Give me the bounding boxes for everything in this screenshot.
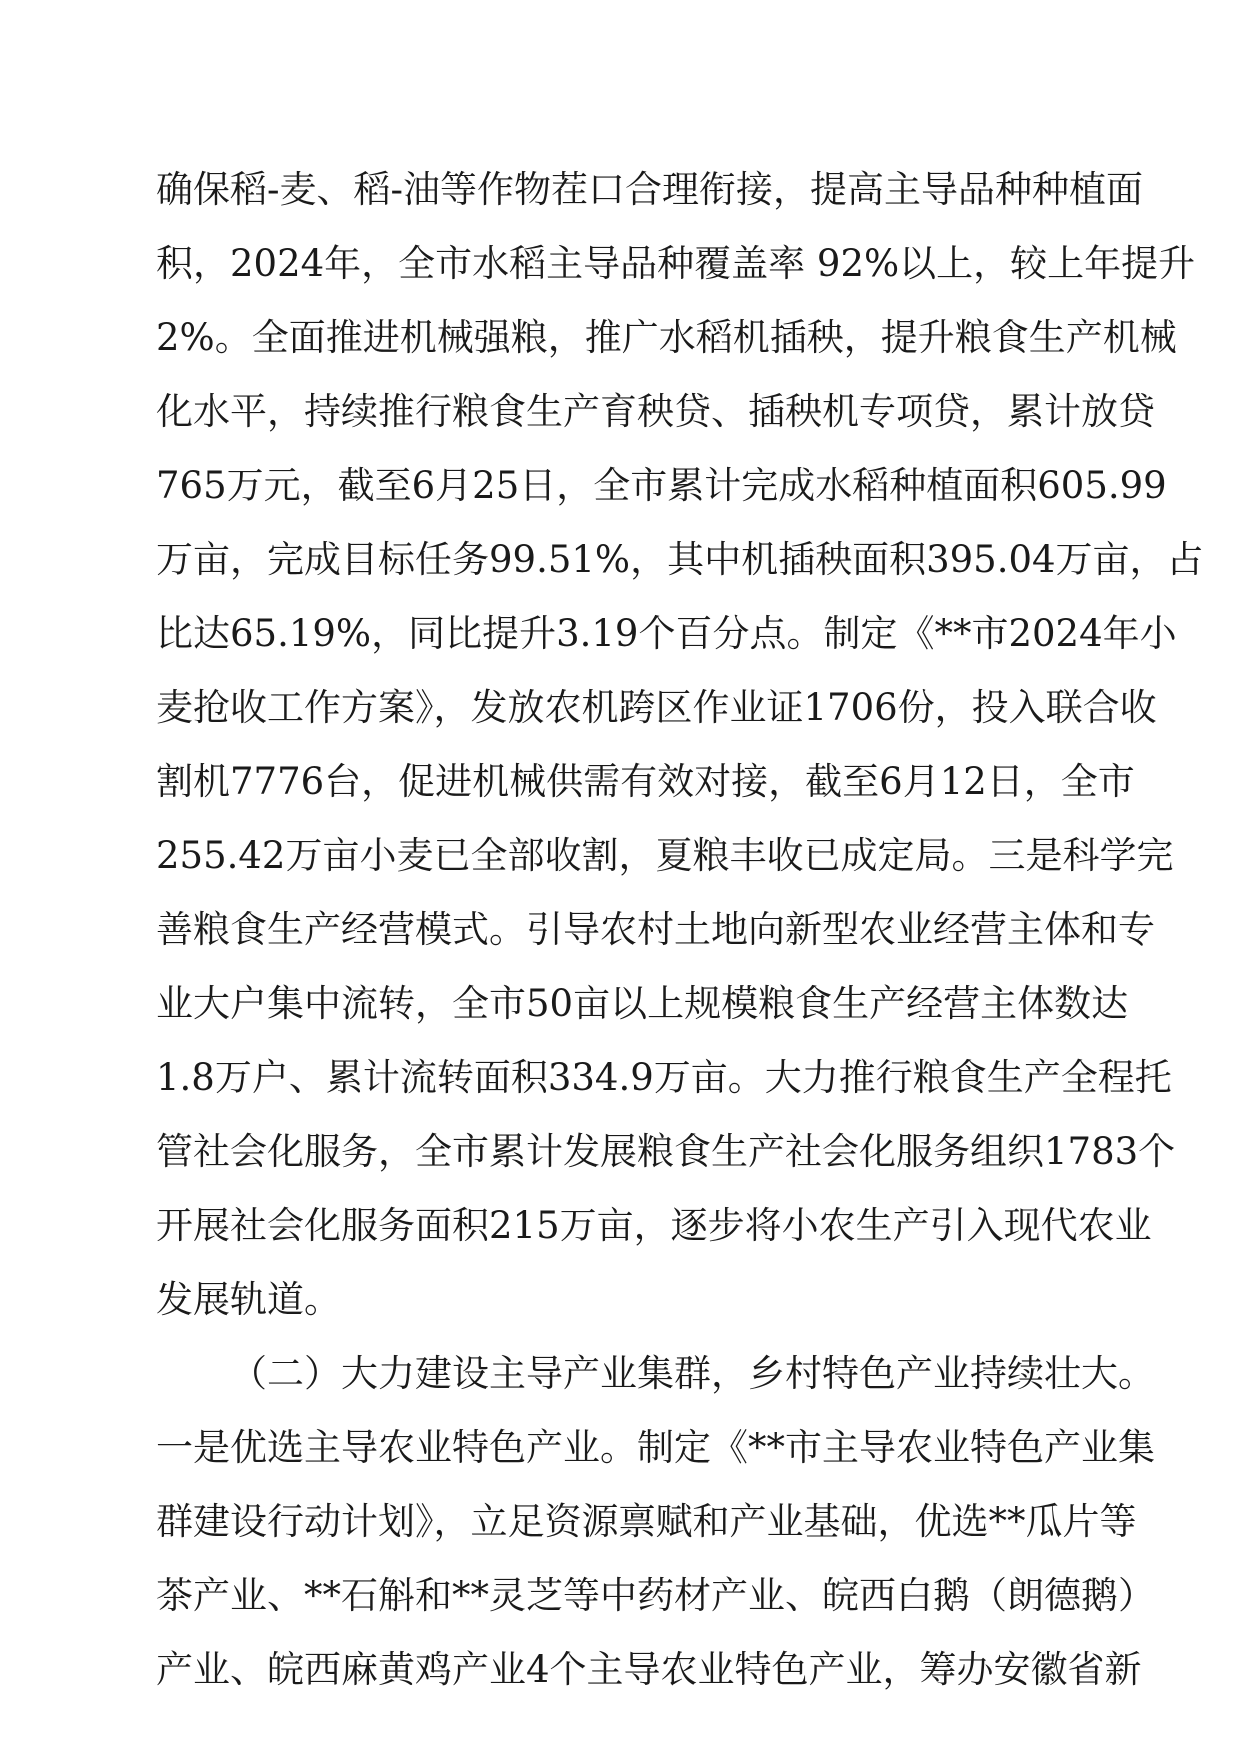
text-line: 765万元，截至6月25日，全市累计完成水稻种植面积605.99: [156, 464, 1167, 507]
text-line: 255.42万亩小麦已全部收割，夏粮丰收已成定局。三是科学完: [156, 834, 1174, 877]
text-line: 积，2024年，全市水稻主导品种覆盖率 92%以上，较上年提升: [156, 242, 1196, 285]
text-line: 1.8万户、累计流转面积334.9万亩。大力推行粮食生产全程托: [156, 1056, 1172, 1099]
body-text: [156, 153, 1204, 1707]
text-line: 业大户集中流转，全市50亩以上规模粮食生产经营主体数达: [156, 982, 1129, 1025]
section-heading: （二）大力建设主导产业集群，乡村特色产业持续壮大。: [230, 1352, 1155, 1395]
text-line: 2%。全面推进机械强粮，推广水稻机插秧，提升粮食生产机械: [156, 316, 1177, 359]
text-line: 产业、皖西麻黄鸡产业4个主导农业特色产业，筹办安徽省新: [156, 1648, 1142, 1691]
text-line: 化水平，持续推行粮食生产育秧贷、插秧机专项贷，累计放贷: [156, 390, 1155, 433]
text-line: 茶产业、**石斛和**灵芝等中药材产业、皖西白鹅（朗德鹅）: [156, 1574, 1155, 1617]
text-line: 麦抢收工作方案》，发放农机跨区作业证1706份，投入联合收: [156, 686, 1157, 729]
text-line: 开展社会化服务面积215万亩，逐步将小农生产引入现代农业: [156, 1204, 1152, 1247]
text-line: 善粮食生产经营模式。引导农村土地向新型农业经营主体和专: [156, 908, 1155, 951]
text-line: 管社会化服务，全市累计发展粮食生产社会化服务组织1783个: [156, 1130, 1176, 1173]
text-line: 群建设行动计划》，立足资源禀赋和产业基础，优选**瓜片等: [156, 1500, 1137, 1543]
text-line: 割机7776台，促进机械供需有效对接，截至6月12日，全市: [156, 760, 1135, 803]
text-line: 比达65.19%，同比提升3.19个百分点。制定《**市2024年小: [156, 612, 1177, 655]
text-line: 发展轨道。: [156, 1278, 341, 1321]
text-line: 万亩，完成目标任务99.51%，其中机插秧面积395.04万亩，占: [156, 538, 1204, 581]
text-line: 一是优选主导农业特色产业。制定《**市主导农业特色产业集: [156, 1426, 1155, 1469]
text-line: 确保稻-麦、稻-油等作物茬口合理衔接，提高主导品种种植面: [156, 168, 1144, 211]
